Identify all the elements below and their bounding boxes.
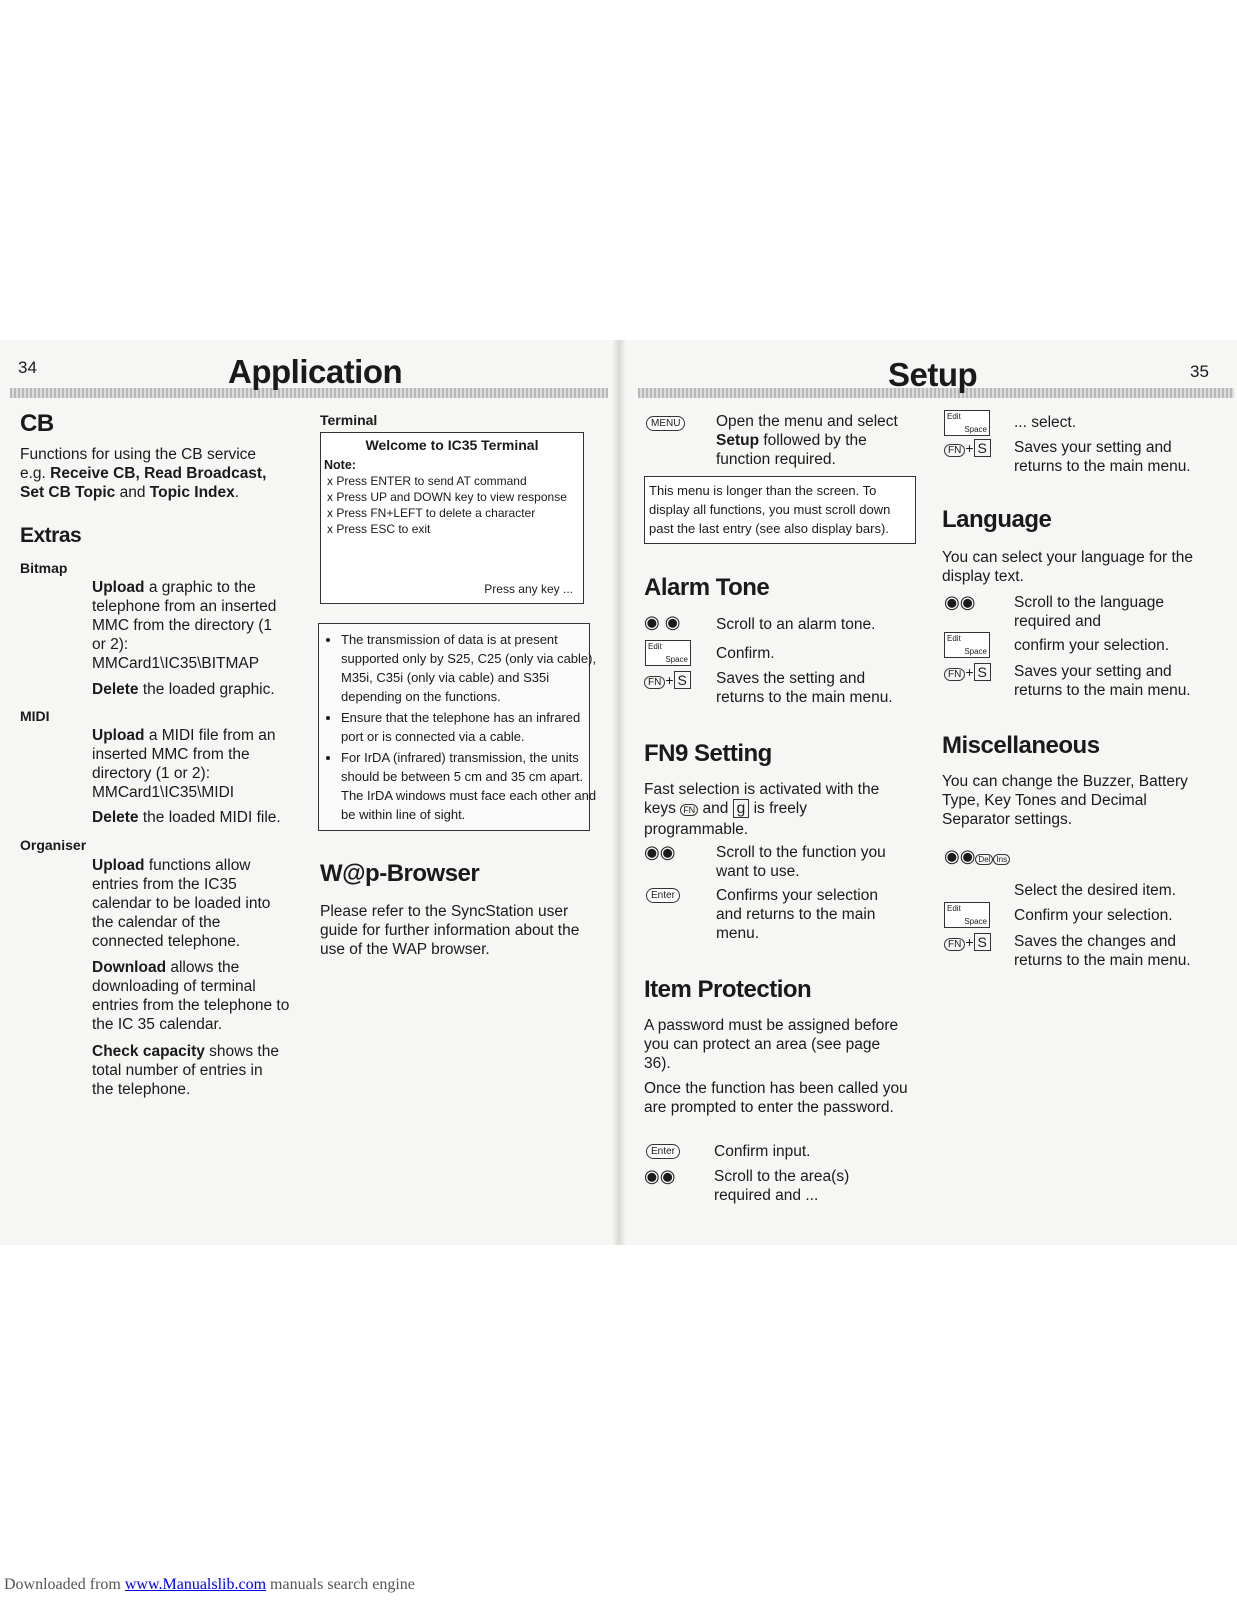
page-number-right: 35 bbox=[1190, 362, 1209, 381]
scroll-keys-icon: ◉◉ bbox=[944, 592, 976, 612]
bullet-item: • Ensure that the telephone has an infrared port or is connected via a cable. bbox=[341, 708, 599, 746]
terminal-notes: x Press ENTER to send AT command x Press UP and DOWN key to view response x Press FN+LEFT to delete a character x Press ESC to exit bbox=[327, 474, 567, 536]
language-text: You can select your language for the display text. bbox=[942, 549, 1194, 585]
scroll-keys-icon: ◉◉ bbox=[644, 1166, 676, 1186]
extras-heading: Extras bbox=[20, 524, 82, 547]
language-saves: Saves your setting and returns to the main menu. bbox=[1014, 663, 1191, 699]
midi-delete: Delete the loaded MIDI file. bbox=[92, 809, 281, 826]
page-fold bbox=[612, 340, 626, 1245]
misc-select: Select the desired item. bbox=[1014, 882, 1176, 899]
terminal-screen bbox=[320, 432, 584, 604]
terminal-label: Terminal bbox=[320, 412, 378, 428]
enter-key-icon: Enter bbox=[646, 1144, 680, 1159]
page-title-right: Setup bbox=[888, 356, 978, 393]
item-protection-heading: Item Protection bbox=[644, 976, 812, 1003]
fn-s-key-icon: FN + S bbox=[944, 934, 991, 950]
fn9-intro: Fast selection is activated with the keys FN and g is freely programmable. bbox=[644, 781, 880, 838]
page-title-left: Application bbox=[228, 353, 403, 390]
wap-heading: W@p-Browser bbox=[320, 860, 480, 887]
organiser-upload: Upload functions allow entries from the IC35 calendar to be loaded into the calendar of the connected telephone. bbox=[92, 857, 271, 950]
alarm-saves: Saves the setting and returns to the main menu. bbox=[716, 670, 893, 706]
item-confirm-input: Confirm input. bbox=[714, 1143, 811, 1160]
col2-select: ... select. bbox=[1014, 414, 1077, 431]
enter-key-icon: Enter bbox=[646, 888, 680, 903]
language-heading: Language bbox=[942, 506, 1052, 533]
fn9-heading: FN9 Setting bbox=[644, 740, 772, 767]
misc-heading: Miscellaneous bbox=[942, 732, 1100, 759]
scroll-keys-icon: ◉ ◉ bbox=[644, 612, 681, 632]
bitmap-label: Bitmap bbox=[20, 560, 68, 576]
edit-space-key-icon: Edit Space bbox=[944, 632, 990, 658]
fn9-scroll: Scroll to the function you want to use. bbox=[716, 844, 886, 880]
organiser-download: Download allows the downloading of terminal entries from the telephone to the IC 35 calendar. bbox=[92, 959, 290, 1033]
misc-saves: Saves the changes and returns to the main menu. bbox=[1014, 933, 1191, 969]
organiser-check-capacity: Check capacity shows the total number of entries in the telephone. bbox=[92, 1043, 279, 1098]
misc-confirm: Confirm your selection. bbox=[1014, 907, 1173, 924]
col2-saves: Saves your setting and returns to the main menu. bbox=[1014, 439, 1191, 475]
bullet-item: • For IrDA (infrared) transmission, the units should be between 5 cm and 35 cm apart. The IrDA windows must face each other and be within line of sight. bbox=[341, 748, 599, 824]
fn9-confirms: Confirms your selection and returns to the main menu. bbox=[716, 887, 878, 942]
fn-s-key-icon: FN + S bbox=[644, 672, 691, 688]
menu-key-icon: MENU bbox=[646, 416, 685, 431]
cb-text: Functions for using the CB service e.g. Receive CB, Read Broadcast, Set CB Topic and Topic Index. bbox=[20, 446, 267, 501]
alarm-heading: Alarm Tone bbox=[644, 574, 770, 601]
alarm-scroll: Scroll to an alarm tone. bbox=[716, 616, 876, 633]
edit-space-key-icon: Edit Space bbox=[645, 640, 691, 666]
scroll-keys-icon: ◉◉ bbox=[644, 842, 676, 862]
item-text-2: Once the function has been called you are prompted to enter the password. bbox=[644, 1080, 908, 1116]
edit-space-key-icon: Edit Space bbox=[944, 410, 990, 436]
language-scroll: Scroll to the language required and bbox=[1014, 594, 1164, 630]
wap-text: Please refer to the SyncStation user guide for further information about the use of the WAP browser. bbox=[320, 903, 580, 958]
page-number-left: 34 bbox=[18, 358, 37, 377]
fn-s-key-icon: FN + S bbox=[944, 664, 991, 680]
setup-intro: Open the menu and select Setup followed by the function required. bbox=[716, 413, 898, 468]
setup-note-box: This menu is longer than the screen. To display all functions, you must scroll down past the last entry (see also display bars). bbox=[644, 476, 916, 544]
footer: Downloaded from www.Manualslib.com manuals search engine bbox=[4, 1576, 415, 1593]
bitmap-delete: Delete the loaded graphic. bbox=[92, 681, 275, 698]
alarm-confirm: Confirm. bbox=[716, 645, 775, 662]
language-confirm: confirm your selection. bbox=[1014, 637, 1170, 654]
misc-text: You can change the Buzzer, Battery Type, Key Tones and Decimal Separator settings. bbox=[942, 773, 1188, 828]
scroll-del-ins-keys-icon: ◉◉ Del Ins bbox=[944, 846, 1010, 867]
bitmap-upload: Upload a graphic to the telephone from an inserted MMC from the directory (1 or 2): MMCard1\IC35\BITMAP bbox=[92, 579, 277, 672]
item-scroll: Scroll to the area(s) required and ... bbox=[714, 1168, 850, 1204]
item-text-1: A password must be assigned before you can protect an area (see page 36). bbox=[644, 1017, 899, 1072]
terminal-press-any-key: Press any key ... bbox=[484, 582, 573, 596]
info-bullets-box bbox=[318, 623, 597, 831]
manualslib-link[interactable]: www.Manualslib.com bbox=[124, 1576, 267, 1593]
bullet-item: • The transmission of data is at present supported only by S25, C25 (only via cable), M35i, C35i (only via cable) and S35i depending on the functions. bbox=[341, 630, 599, 706]
organiser-label: Organiser bbox=[20, 837, 87, 853]
cb-heading: CB bbox=[20, 410, 54, 437]
midi-upload: Upload a MIDI file from an inserted MMC from the directory (1 or 2): MMCard1\IC35\MIDI bbox=[92, 727, 276, 801]
edit-space-key-icon: Edit Space bbox=[944, 902, 990, 928]
midi-label: MIDI bbox=[20, 708, 50, 724]
fn-s-key-icon: FN + S bbox=[944, 440, 991, 456]
terminal-note-label: Note: bbox=[324, 458, 356, 472]
terminal-title: Welcome to IC35 Terminal bbox=[365, 437, 539, 453]
